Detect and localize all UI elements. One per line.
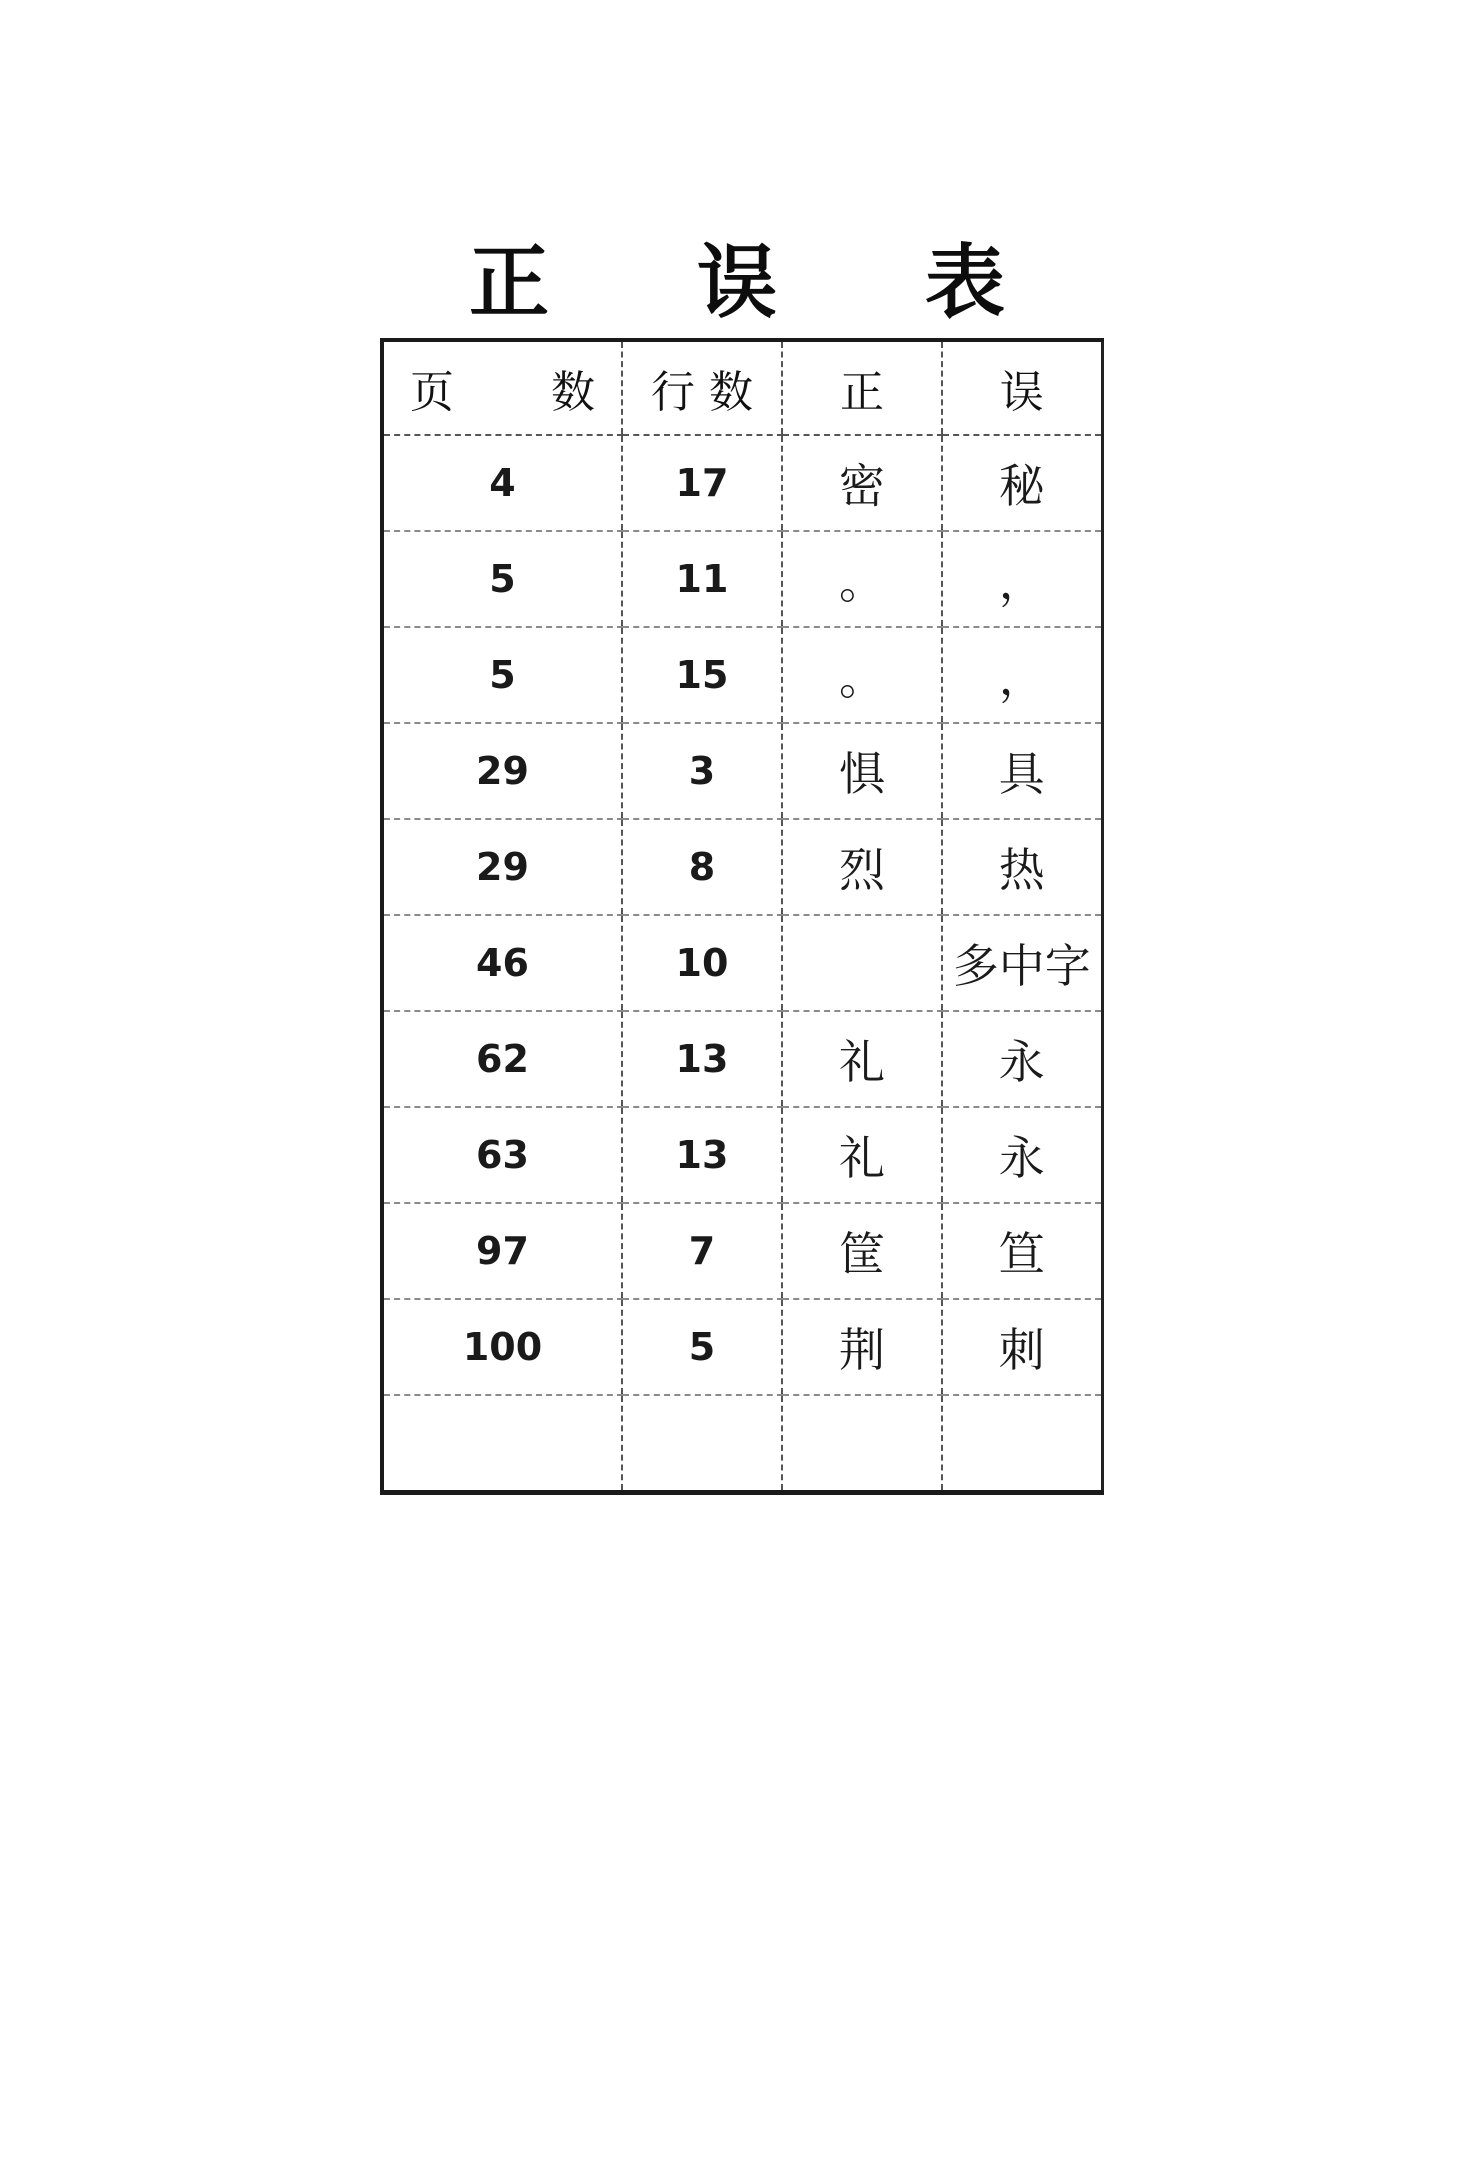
table-row	[382, 1107, 1102, 1203]
cell-wrong: ，	[942, 531, 1102, 627]
cell-page: 63	[382, 1107, 622, 1203]
header-wrong: 误	[942, 340, 1102, 435]
cell-line: 7	[622, 1203, 782, 1299]
cell-correct: 密	[782, 435, 942, 531]
cell-wrong: 永	[942, 1107, 1102, 1203]
errata-table	[380, 338, 1104, 1495]
table-row	[382, 723, 1102, 819]
cell-correct: 礼	[782, 1107, 942, 1203]
page-title: 正 误 表	[469, 235, 1065, 329]
cell-wrong: 具	[942, 723, 1102, 819]
cell-line: 15	[622, 627, 782, 723]
cell-line: 17	[622, 435, 782, 531]
header-correct: 正	[782, 340, 942, 435]
cell-page: 46	[382, 915, 622, 1011]
table-row	[382, 1011, 1102, 1107]
table-row-empty	[382, 1395, 1102, 1493]
cell-page: 5	[382, 627, 622, 723]
cell-empty	[382, 1395, 622, 1493]
cell-page: 97	[382, 1203, 622, 1299]
cell-wrong: 刺	[942, 1299, 1102, 1395]
table-row	[382, 435, 1102, 531]
cell-page: 100	[382, 1299, 622, 1395]
cell-correct: 惧	[782, 723, 942, 819]
cell-page: 29	[382, 819, 622, 915]
cell-line: 5	[622, 1299, 782, 1395]
cell-line: 13	[622, 1107, 782, 1203]
table-row	[382, 627, 1102, 723]
table-row	[382, 531, 1102, 627]
cell-correct: 烈	[782, 819, 942, 915]
cell-line: 11	[622, 531, 782, 627]
cell-wrong: 热	[942, 819, 1102, 915]
cell-page: 5	[382, 531, 622, 627]
cell-correct: 荆	[782, 1299, 942, 1395]
cell-correct: 。	[782, 531, 942, 627]
cell-correct: 礼	[782, 1011, 942, 1107]
cell-page: 4	[382, 435, 622, 531]
cell-empty	[942, 1395, 1102, 1493]
cell-line: 13	[622, 1011, 782, 1107]
cell-wrong: 永	[942, 1011, 1102, 1107]
cell-page: 29	[382, 723, 622, 819]
cell-wrong: ，	[942, 627, 1102, 723]
cell-empty	[782, 1395, 942, 1493]
cell-line: 10	[622, 915, 782, 1011]
table-row	[382, 915, 1102, 1011]
cell-empty	[622, 1395, 782, 1493]
cell-page: 62	[382, 1011, 622, 1107]
cell-line: 3	[622, 723, 782, 819]
cell-wrong: 多中字	[942, 915, 1102, 1011]
cell-correct: 。	[782, 627, 942, 723]
cell-correct	[782, 915, 942, 1011]
cell-wrong: 秘	[942, 435, 1102, 531]
cell-wrong: 笪	[942, 1203, 1102, 1299]
table-header-row	[382, 340, 1102, 435]
table-row	[382, 1203, 1102, 1299]
header-line: 行数	[622, 340, 782, 435]
cell-correct: 筐	[782, 1203, 942, 1299]
header-page: 页 数	[382, 340, 622, 435]
cell-line: 8	[622, 819, 782, 915]
table-row	[382, 1299, 1102, 1395]
table-row	[382, 819, 1102, 915]
